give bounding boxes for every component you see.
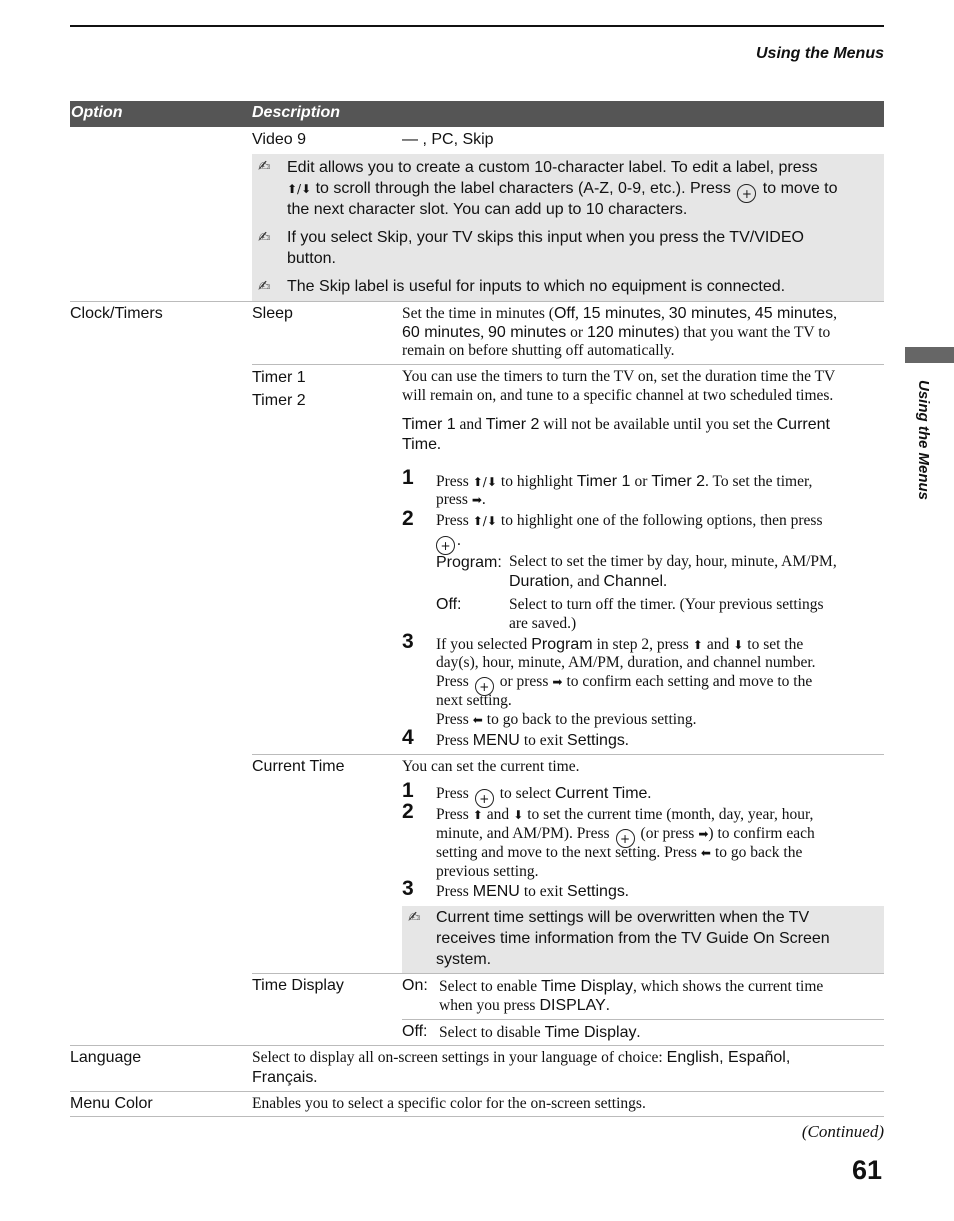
step-number: 3 bbox=[402, 877, 414, 900]
left-arrow-icon: ⬅ bbox=[472, 713, 483, 727]
option-menu-color: Menu Color bbox=[70, 1095, 153, 1112]
table-header bbox=[70, 101, 884, 127]
side-tab-label: Using the Menus bbox=[915, 380, 932, 501]
option-label-program: Program: bbox=[436, 554, 502, 571]
menu-color-description: Enables you to select a specific color for the on-screen settings. bbox=[252, 1095, 646, 1112]
right-arrow-icon: ➡ bbox=[698, 827, 709, 841]
row-divider bbox=[70, 1091, 884, 1092]
down-arrow-icon: ⬇ bbox=[733, 638, 744, 652]
side-tab-marker bbox=[905, 347, 954, 363]
video9-values: — , PC, Skip bbox=[402, 131, 494, 148]
timers-intro: You can use the timers to turn the TV on, set the duration time the TV will remain on, and tune to a specific channel at two scheduled times. bbox=[402, 368, 836, 404]
setting-name-time-display: Time Display bbox=[252, 977, 344, 994]
time-display-on-description: Select to enable Time Display, which shows the current time when you press DISPLAY. bbox=[439, 978, 824, 1014]
step-number: 2 bbox=[402, 800, 414, 823]
note-icon: ✍ bbox=[258, 277, 271, 295]
right-arrow-icon: ➡ bbox=[552, 675, 563, 689]
note-icon: ✍ bbox=[258, 157, 271, 175]
row-divider bbox=[252, 754, 884, 755]
enter-button-icon: + bbox=[475, 789, 494, 808]
step-number: 4 bbox=[402, 726, 414, 749]
column-header-description: Description bbox=[252, 104, 341, 121]
note-text: Edit allows you to create a custom 10-character label. To edit a label, press bbox=[287, 159, 818, 176]
row-divider bbox=[70, 301, 884, 302]
timers-availability: Timer 1 and Timer 2 will not be available until you set the Current Time. bbox=[402, 416, 830, 453]
step-number: 2 bbox=[402, 507, 414, 530]
continued-label: (Continued) bbox=[801, 1122, 884, 1141]
up-arrow-icon: ⬆ bbox=[472, 808, 483, 822]
option-clock-timers: Clock/Timers bbox=[70, 305, 163, 322]
setting-name-timer1: Timer 1 bbox=[252, 369, 306, 386]
enter-button-icon: + bbox=[475, 677, 494, 696]
setting-name-current-time: Current Time bbox=[252, 758, 345, 775]
current-time-step3: Press MENU to exit Settings. bbox=[436, 883, 629, 900]
note-icon: ✍ bbox=[258, 228, 271, 246]
step-number: 3 bbox=[402, 630, 414, 653]
up-arrow-icon: ⬆ bbox=[692, 638, 703, 652]
row-divider bbox=[70, 1045, 884, 1046]
row-divider bbox=[402, 1019, 884, 1020]
down-arrow-icon: ⬇ bbox=[513, 808, 524, 822]
note-text: button. bbox=[287, 250, 336, 267]
note-text: Current time settings will be overwritten when the TV receives time information from the TV Guide On Screen system. bbox=[436, 909, 830, 968]
up-down-arrows-icon: ⬆/⬇ bbox=[472, 514, 497, 528]
enter-button-icon: + bbox=[436, 536, 455, 555]
off-description: Select to turn off the timer. (Your previous settings are saved.) bbox=[509, 596, 824, 632]
language-description: Select to display all on-screen settings in your language of choice: English, Español, Français. bbox=[252, 1049, 791, 1086]
setting-name-sleep: Sleep bbox=[252, 305, 293, 322]
time-display-off-description: Select to disable Time Display. bbox=[439, 1024, 641, 1041]
note-icon: ✍ bbox=[408, 908, 421, 926]
left-arrow-icon: ⬅ bbox=[700, 846, 711, 860]
timers-step3: If you selected Program in step 2, press ⬆ and ⬇ to set the day(s), hour, minute, AM/PM, duration, and channel number. Press + or press ➡ to confirm each setting and move to the next setting. Press ⬅ to go back to the previous setting. bbox=[436, 636, 816, 728]
option-label-off: Off: bbox=[402, 1023, 428, 1040]
note-text: the next character slot. You can add up to 10 characters. bbox=[287, 201, 688, 218]
option-language: Language bbox=[70, 1049, 142, 1066]
timers-step4: Press MENU to exit Settings. bbox=[436, 732, 629, 749]
setting-name-video9: Video 9 bbox=[252, 131, 306, 148]
right-arrow-icon: ➡ bbox=[471, 493, 482, 507]
up-down-arrows-icon: ⬆/⬇ bbox=[472, 475, 497, 489]
option-label-off: Off: bbox=[436, 596, 462, 613]
sleep-description: Set the time in minutes (Off, 15 minutes, 30 minutes, 45 minutes, 60 minutes, 90 minutes or 120 minutes) that you want the TV to remain on before shutting off automatically. bbox=[402, 305, 837, 359]
setting-name-timer2: Timer 2 bbox=[252, 392, 306, 409]
row-divider bbox=[70, 1116, 884, 1117]
up-down-arrows-icon: ⬆/⬇ bbox=[287, 182, 312, 196]
current-time-step1: Press + to select Current Time. bbox=[436, 785, 652, 806]
option-label-on: On: bbox=[402, 977, 428, 994]
step-number: 1 bbox=[402, 466, 414, 489]
enter-button-icon: + bbox=[737, 184, 756, 203]
program-description: Select to set the timer by day, hour, minute, AM/PM, Duration, and Channel. bbox=[509, 553, 837, 590]
note-text: ⬆/⬇ to scroll through the label characters (A-Z, 0-9, etc.). Press + to move to bbox=[287, 180, 838, 201]
note-text: The Skip label is useful for inputs to which no equipment is connected. bbox=[287, 278, 786, 295]
column-header-option: Option bbox=[71, 104, 123, 121]
step-number: 1 bbox=[402, 779, 414, 802]
timers-step1: Press ⬆/⬇ to highlight Timer 1 or Timer 2. To set the timer, press ➡. bbox=[436, 473, 813, 508]
note-text: If you select Skip, your TV skips this input when you press the TV/VIDEO bbox=[287, 229, 804, 246]
row-divider bbox=[252, 364, 884, 365]
enter-button-icon: + bbox=[616, 829, 635, 848]
current-time-step2: Press ⬆ and ⬇ to set the current time (month, day, year, hour, minute, and AM/PM). Press + (or press ➡) to confirm each setting and move to the next setting. Press ⬅ to go back the previous setting. bbox=[436, 806, 815, 880]
row-divider bbox=[252, 973, 884, 974]
timers-step2: Press ⬆/⬇ to highlight one of the following options, then press + . bbox=[436, 512, 823, 553]
current-time-intro: You can set the current time. bbox=[402, 758, 580, 775]
page-number: 61 bbox=[851, 1155, 882, 1185]
running-head: Using the Menus bbox=[755, 45, 884, 62]
top-rule bbox=[70, 25, 884, 27]
